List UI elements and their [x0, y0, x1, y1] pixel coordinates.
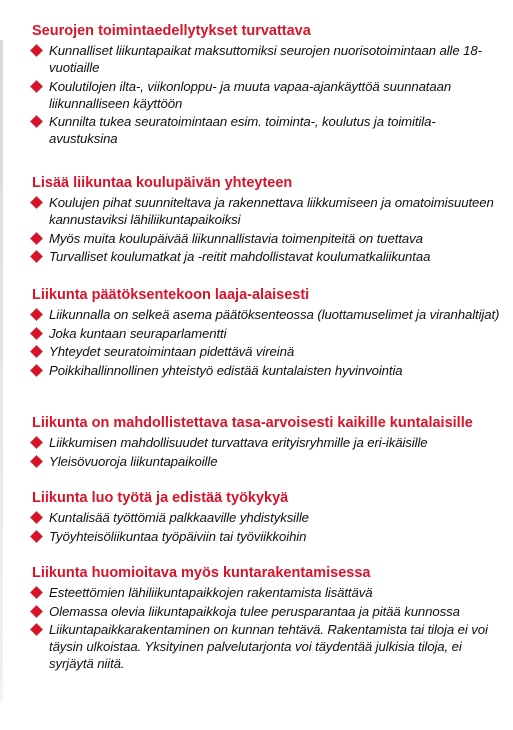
list-item-text: Kuntalisää työttömiä palkkaaville yhdistyksille	[49, 510, 309, 525]
section-heading: Liikunta on mahdollistettava tasa-arvoisesti kaikille kuntalaisille	[32, 415, 473, 431]
list-item	[27, 42, 503, 76]
list-item	[27, 78, 503, 112]
list-item-text: Yhteydet seuratoimintaan pidettävä vireinä	[49, 344, 295, 359]
list-item	[27, 113, 503, 147]
list-item	[27, 509, 503, 526]
diamond-bullet-icon	[30, 250, 43, 263]
bullet-list	[27, 584, 503, 672]
diamond-bullet-icon	[30, 586, 43, 599]
diamond-bullet-icon	[30, 455, 43, 468]
diamond-bullet-icon	[30, 436, 43, 449]
diamond-bullet-icon	[30, 308, 43, 321]
list-item-text: Kunnalliset liikuntapaikat maksuttomiksi seurojen nuorisotoimintaan alle 18-vuotiaille	[49, 43, 482, 75]
list-item-text: Esteettömien lähiliikuntapaikkojen rakentamista lisättävä	[49, 585, 373, 600]
list-item	[27, 453, 503, 470]
section-heading: Seurojen toimintaedellytykset turvattava	[32, 23, 311, 39]
list-item	[27, 603, 503, 620]
section-tasa-arvo	[27, 414, 503, 471]
diamond-bullet-icon	[30, 623, 43, 636]
diamond-bullet-icon	[30, 511, 43, 524]
bullet-list	[27, 42, 503, 147]
list-item-text: Olemassa olevia liikuntapaikkoja tulee perusparantaa ja pitää kunnossa	[49, 603, 460, 619]
section-heading: Lisää liikuntaa koulupäivän yhteyteen	[32, 175, 293, 191]
list-item-text: Kunnilta tukea seuratoimintaan esim. toiminta-, koulutus ja toimitila-avustuksina	[49, 114, 436, 146]
diamond-bullet-icon	[30, 196, 43, 209]
diamond-bullet-icon	[30, 80, 43, 93]
section-koulupaiva	[27, 174, 503, 267]
diamond-bullet-icon	[30, 232, 43, 245]
list-item	[27, 434, 503, 451]
list-item-text: Liikuntapaikkarakentaminen on kunnan tehtävä. Rakentamista tai tiloja ei voi täysin ulkoistaa. Yksityinen palvelutarjonta voi täydentää julkisia tiloja, ei syrjäytä niitä.	[49, 622, 488, 671]
section-paatoksenteko	[27, 286, 503, 380]
diamond-bullet-icon	[30, 327, 43, 340]
list-item-text: Poikkihallinnollinen yhteistyö edistää kuntalaisten hyvinvointia	[49, 362, 403, 378]
diamond-bullet-icon	[30, 115, 43, 128]
section-tyokyky	[27, 489, 503, 546]
list-item-text: Joka kuntaan seuraparlamentti	[49, 325, 227, 341]
list-item-text: Liikkumisen mahdollisuudet turvattava erityisryhmille ja eri-ikäisille	[49, 435, 428, 450]
bullet-list	[27, 306, 503, 379]
section-heading: Liikunta päätöksentekoon laaja-alaisesti	[32, 287, 310, 303]
list-item	[27, 621, 503, 672]
list-item	[27, 306, 503, 323]
list-item	[27, 194, 503, 228]
list-item-text: Yleisövuoroja liikuntapaikoille	[49, 453, 218, 469]
list-item	[27, 362, 503, 379]
list-item	[27, 584, 503, 601]
list-item	[27, 248, 503, 265]
list-item	[27, 528, 503, 545]
list-item-text: Koulujen pihat suunniteltava ja rakennettava liikkumiseen ja omatoimisuuteen kannustaviksi lähiliikuntapaikoiksi	[49, 195, 494, 227]
section-kuntarakentaminen	[27, 564, 503, 674]
bullet-list	[27, 434, 503, 470]
section-heading: Liikunta huomioitava myös kuntarakentamisessa	[32, 565, 371, 581]
list-item-text: Turvalliset koulumatkat ja -reitit mahdollistavat koulumatkaliikuntaa	[49, 249, 431, 264]
list-item-text: Liikunnalla on selkeä asema päätöksenteossa (luottamuselimet ja viranhaltijat)	[49, 307, 500, 322]
diamond-bullet-icon	[30, 530, 43, 543]
list-item	[27, 343, 503, 360]
diamond-bullet-icon	[30, 364, 43, 377]
section-heading: Liikunta luo työtä ja edistää työkykyä	[32, 490, 289, 506]
diamond-bullet-icon	[30, 345, 43, 358]
list-item-text: Myös muita koulupäivää liikunnallistavia toimenpiteitä on tuettava	[49, 230, 423, 246]
bullet-list	[27, 194, 503, 265]
diamond-bullet-icon	[30, 605, 43, 618]
diamond-bullet-icon	[30, 44, 43, 57]
list-item	[27, 230, 503, 247]
list-item	[27, 325, 503, 342]
page-edge-shadow	[0, 40, 3, 700]
list-item-text: Koulutilojen ilta-, viikonloppu- ja muuta vapaa-ajankäyttöä suunnataan liikunnalliseen käyttöön	[49, 78, 452, 111]
bullet-list	[27, 509, 503, 545]
section-seuratoiminta	[27, 22, 503, 149]
list-item-text: Työyhteisöliikuntaa työpäiviin tai työviikkoihin	[49, 528, 307, 544]
